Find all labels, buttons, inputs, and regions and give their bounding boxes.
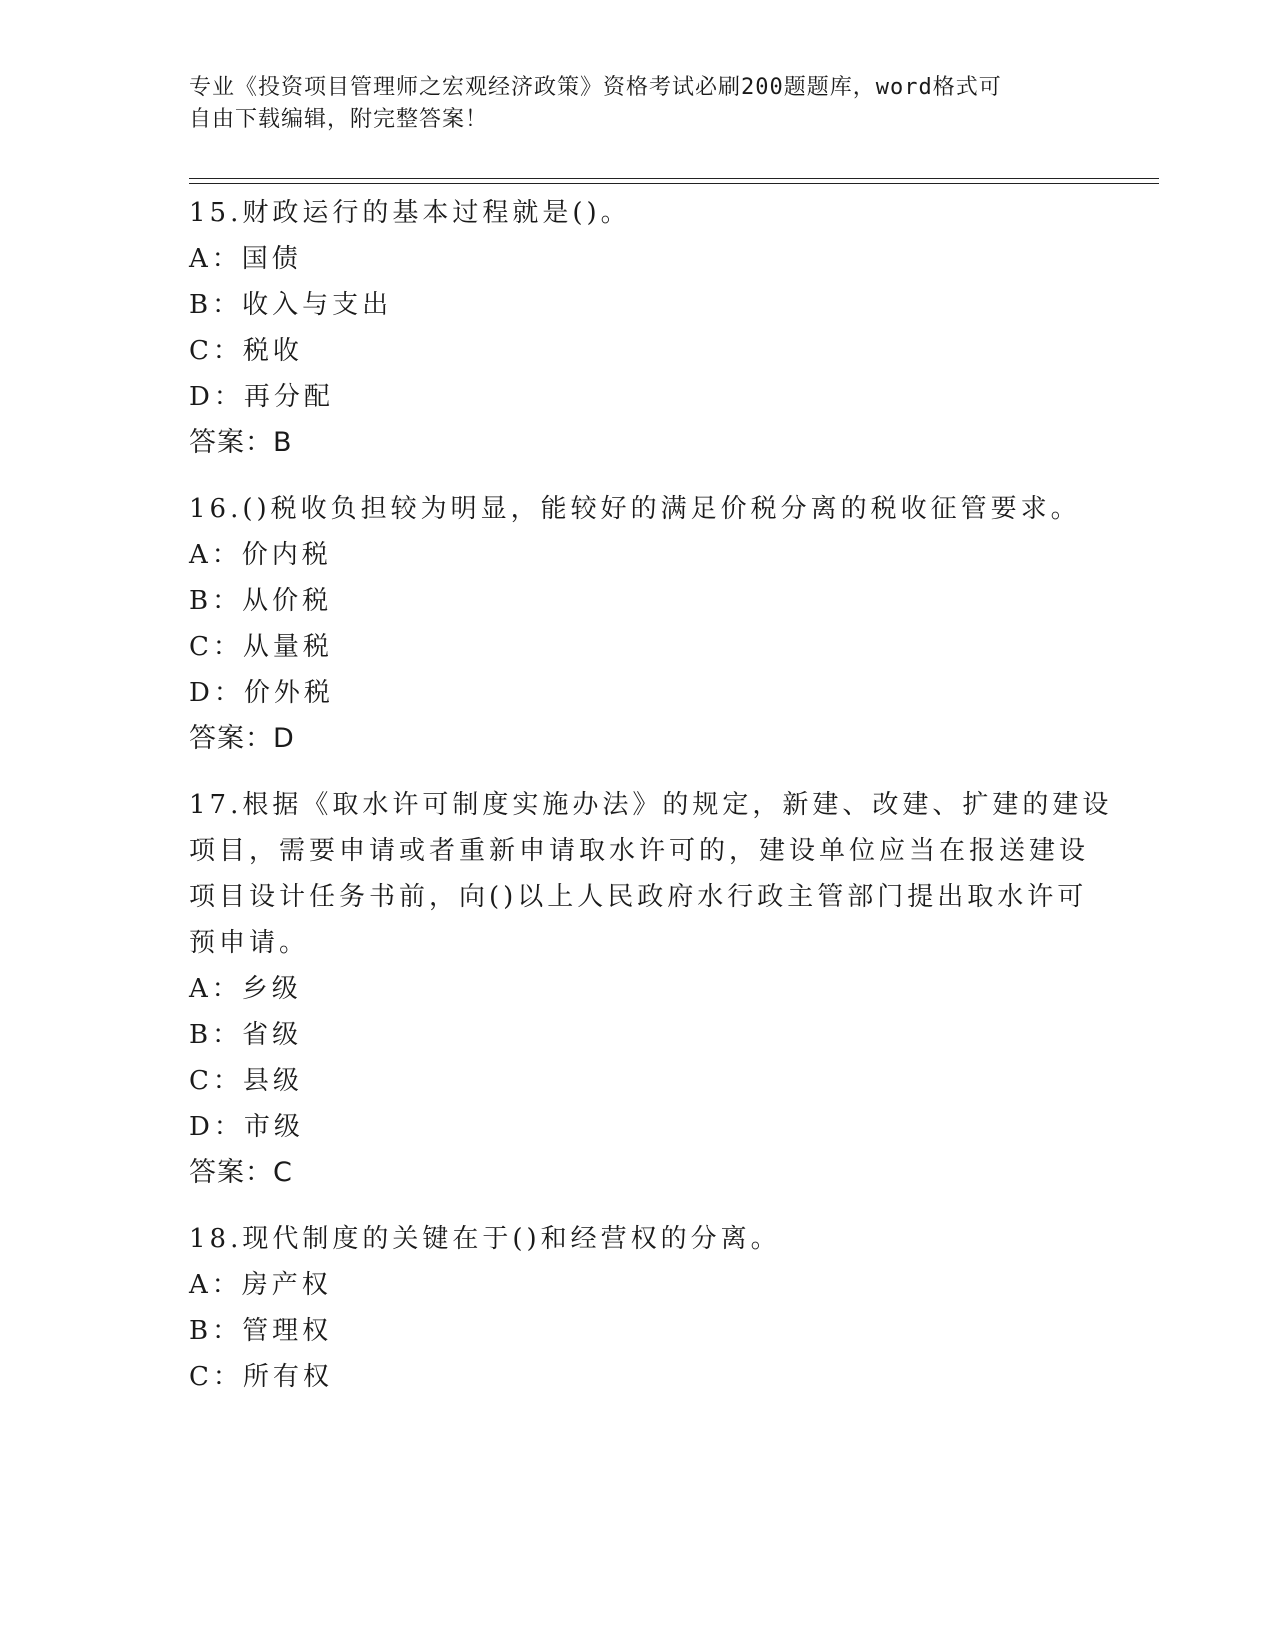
option-a: A：价内税 <box>189 540 332 570</box>
question-stem-line-1: 17.根据《取水许可制度实施办法》的规定，新建、改建、扩建的建设 <box>189 790 1113 820</box>
question-stem: 15.财政运行的基本过程就是()。 <box>189 198 631 228</box>
option-d: D：再分配 <box>189 382 334 412</box>
question-stem: 16.()税收负担较为明显，能较好的满足价税分离的税收征管要求。 <box>189 494 1081 524</box>
option-c: C：税收 <box>189 336 303 366</box>
document-header <box>189 72 1089 136</box>
option-d: D：市级 <box>189 1112 304 1142</box>
question-15 <box>189 190 1089 466</box>
option-c: C：从量税 <box>189 632 333 662</box>
option-b: B：省级 <box>189 1020 303 1050</box>
question-16 <box>189 486 1089 762</box>
answer-label: 答案：C <box>189 1157 293 1188</box>
question-stem-line-2: 项目，需要申请或者重新申请取水许可的，建设单位应当在报送建设 <box>189 836 1090 866</box>
answer-label: 答案：D <box>189 723 295 754</box>
option-d: D：价外税 <box>189 678 334 708</box>
option-b: B：管理权 <box>189 1316 333 1346</box>
question-stem: 18.现代制度的关键在于()和经营权的分离。 <box>189 1224 781 1254</box>
question-17 <box>189 782 1113 1196</box>
header-divider-top <box>189 178 1159 179</box>
header-divider-bottom <box>189 183 1159 184</box>
option-a: A：房产权 <box>189 1270 332 1300</box>
option-a: A：国债 <box>189 244 302 274</box>
question-list <box>189 190 1113 1420</box>
header-line-2: 自由下载编辑，附完整答案！ <box>189 107 489 132</box>
header-line-1: 专业《投资项目管理师之宏观经济政策》资格考试必刷200题题库，word格式可 <box>189 75 1002 100</box>
option-c: C：所有权 <box>189 1362 333 1392</box>
question-stem-line-4: 预申请。 <box>189 928 310 958</box>
question-stem-line-3: 项目设计任务书前，向()以上人民政府水行政主管部门提出取水许可 <box>189 882 1088 912</box>
option-c: C：县级 <box>189 1066 303 1096</box>
option-b: B：收入与支出 <box>189 290 393 320</box>
option-b: B：从价税 <box>189 586 333 616</box>
option-a: A：乡级 <box>189 974 302 1004</box>
question-18 <box>189 1216 1089 1400</box>
answer-label: 答案：B <box>189 427 293 458</box>
